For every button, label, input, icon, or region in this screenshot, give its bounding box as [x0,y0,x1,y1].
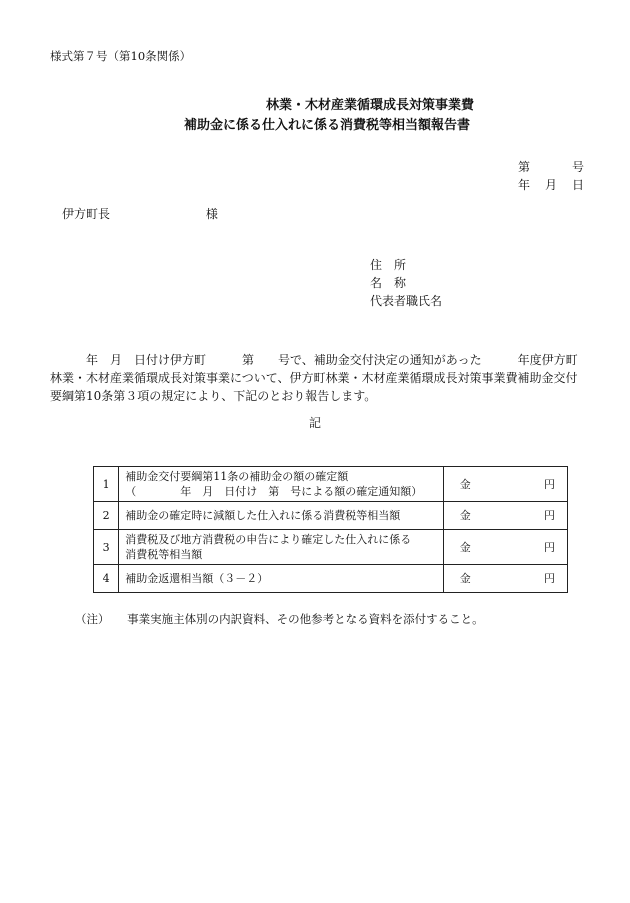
table-row [94,565,568,593]
row-amount [443,467,567,502]
row-description-line: 補助金の確定時に減額した仕入れに係る消費税等相当額 [125,509,401,522]
amount-prefix: 金 [459,509,471,522]
title-line-1: 林業・木材産業循環成長対策事業費 [265,98,474,113]
document-reference [518,158,584,194]
row-number: 2 [94,502,119,530]
form-number: 様式第７号（第10条関係） [50,49,192,63]
report-table [93,466,568,593]
row-description-line: 補助金交付要綱第11条の補助金の額の確定額 [125,470,349,483]
row-amount [443,530,567,565]
document-number-prefix: 第 [518,160,531,174]
title-line-2: 補助金に係る仕入れに係る消費税等相当額報告書 [183,118,470,133]
document-number-line [518,158,584,176]
row-number: 1 [94,467,119,502]
row-description-line: 補助金返還相当額（３－２） [125,572,269,585]
addressee [62,207,218,223]
footnote-text: 事業実施主体別の内訳資料、その他参考となる資料を添付すること。 [127,612,484,626]
row-number: 4 [94,565,119,593]
amount-unit: 円 [544,572,555,585]
ki-heading: 記 [308,416,321,430]
table-row [94,467,568,502]
body-text: 年 月 日付け伊方町 第 号で、補助金交付決定の通知があった 年度伊方町林業・木材産業循環成長対策事業について、伊方町林業・木材産業循環成長対策事業費補助金交付要綱第10条第３項の規定により、下記のとおり報告します。 [50,353,578,403]
document-number-suffix: 号 [571,160,584,174]
row-description [119,502,443,530]
amount-unit: 円 [544,509,555,522]
footnote [75,612,484,627]
amount-prefix: 金 [459,572,471,585]
row-amount [443,565,567,593]
amount-prefix: 金 [459,477,471,491]
sender-representative-label: 代表者職氏名 [370,294,443,308]
amount-prefix: 金 [459,540,471,554]
row-description [119,565,443,593]
document-date-line [518,176,584,194]
date-month-label: 月 [544,178,557,192]
table-row [94,530,568,565]
row-description [119,530,443,565]
row-description [119,467,443,502]
addressee-honorific: 様 [205,207,218,221]
row-description-line: 消費税等相当額 [125,548,203,561]
sender-name-label: 名 称 [370,276,407,290]
date-day-label: 日 [571,178,584,192]
row-description-line: （ 年 月 日付け 第 号による額の確定通知額） [125,485,423,498]
row-description-line: 消費税及び地方消費税の申告により確定した仕入れに係る [125,533,412,546]
row-number: 3 [94,530,119,565]
sender-address-label: 住 所 [370,258,407,272]
footnote-label: （注） [75,612,110,626]
row-amount [443,502,567,530]
table-row [94,502,568,530]
body-paragraph [50,351,585,405]
sender-block [370,256,442,310]
document-title [0,96,630,136]
amount-unit: 円 [544,540,555,554]
amount-unit: 円 [544,477,555,491]
addressee-name: 伊方町長 [62,207,111,221]
date-year-label: 年 [518,178,531,192]
